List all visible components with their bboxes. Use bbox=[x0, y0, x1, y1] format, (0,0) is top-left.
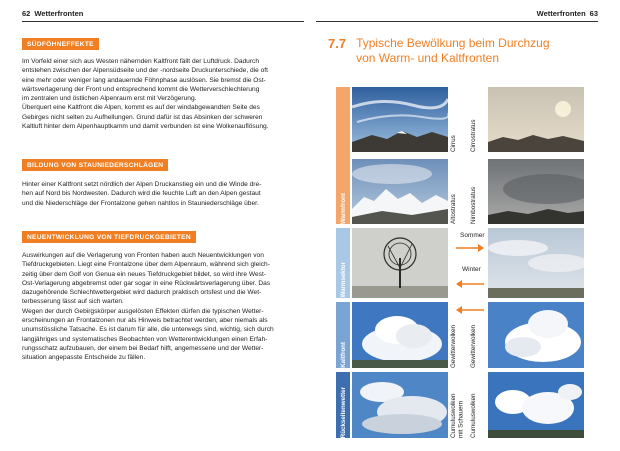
arrow-winter-icon bbox=[456, 280, 484, 288]
section-text-stau: Hinter einer Kaltfront setzt nördlich der Alpen Druckanstieg ein und die Winde dre- hen auf Nord bis Nordwesten. Dadurch wird die feuchte Luft an den Alpen gestaut und die Niederschläge der Frontalzone gehen nahtlos in Stauniederschläge über. bbox=[22, 181, 262, 207]
label-cumulus: Cumuluswolken bbox=[470, 393, 477, 438]
section-text-tiefdruck: Auswirkungen auf die Verlagerung von Fronten haben auch Neuentwicklungen von Tiefdruckgebieten. Liegt eine Frontalzone über dem Alpenraum, während sich gleich- zeitig über dem Golf von Genua ein neues Tiefdruckgebiet bildet, so wird ihre West- Ost-Verlagerung abgebremst oder gar sogar in eine Rückwärtsverlagerung über. Das dazugehörende Schlechtwettergebiet wird dadurch praktisch ortsfest und die Wet- terbesserung lässt auf sich warten. Wegen der durch Gebirgskörper ausgelösten Effekten dürfen die typischen Wetter- erscheinungen an Frontalzonen nur als Hinweis betrachtet werden, aber niemals als unumstössliche Tatsache. Es ist darum für alle, die unterwegs sind, wichtig, sich durch langjähriges und systematisches Beobachten von Wetterentwicklungen einen Erfah- rungsschatz aufzubauen, der einem bei Bedarf hilft, angemessene und der Wetter- situation angepasste Entscheide zu fällen. bbox=[22, 252, 274, 362]
running-title-left: Wetterfronten bbox=[34, 8, 84, 18]
label-gewitterwolken-links: Gewitterwolken bbox=[450, 324, 457, 368]
photo-cirrostratus bbox=[488, 87, 584, 152]
header-rule-right bbox=[316, 21, 598, 22]
chapter-heading bbox=[328, 36, 550, 66]
label-nimbostratus: Nimbostratus bbox=[470, 186, 477, 224]
band-warmfront bbox=[336, 87, 350, 224]
section-text-suedfoehn: Im Vorfeld einer sich aus Westen nähernden Kaltfront fällt der Luftdruck. Dadurch entstehen zwischen der Alpensüdseite und der -nordseite Druckunterschiede, die oft eine mehr oder weniger lang andauernde Föhnphase auslösen. Sie bremst die Ost- wärtsverlagerung der Front und entsprechend kommt die Wetterverschlechterung im zentralen und östlichen Alpenraum erst mit Verzögerung. Überquert eine Kaltfront die Alpen, kommt es auf der windabgewandten Seite des Gebirges nicht selten zu Aufhellungen. Grund dafür ist das Absinken der schweren Kaltluft hinter dem Alpenhauptkamm und damit verbunden ist eine Wolkenauflösung. bbox=[22, 58, 269, 131]
right-page bbox=[310, 0, 620, 451]
photo-gewitter-links bbox=[352, 302, 448, 368]
band-label-rueckseitenwetter: Rückseitenwetter bbox=[339, 386, 347, 438]
band-rueckseitenwetter bbox=[336, 372, 350, 438]
arrow-sommer-icon bbox=[456, 244, 484, 252]
section-heading-suedfoehn: SÜDFÖHNEFFEKTE bbox=[22, 38, 99, 50]
arrow-kaltfront-icon bbox=[456, 306, 484, 314]
label-winter: Winter bbox=[462, 266, 481, 273]
running-head-right bbox=[537, 6, 598, 20]
photo-warmsektor-himmel bbox=[488, 228, 584, 298]
chapter-title: Typische Bewölkung beim Durchzug von Warm- und Kaltfronten bbox=[356, 36, 550, 65]
section-heading-tiefdruck: NEUENTWICKLUNG VON TIEFDRUCKGEBIETEN bbox=[22, 231, 196, 243]
running-head-left bbox=[22, 6, 83, 20]
band-warmsektor bbox=[336, 228, 350, 298]
photo-cumulus-schauer bbox=[352, 372, 448, 438]
chapter-number: 7.7 bbox=[328, 36, 347, 51]
band-label-warmfront: Warmfront bbox=[339, 192, 347, 224]
photo-gewitter-rechts bbox=[488, 302, 584, 368]
label-gewitterwolken-rechts: Gewitterwolken bbox=[470, 324, 477, 368]
band-kaltfront bbox=[336, 302, 350, 368]
section-heading-stau: BILDUNG VON STAUNIEDERSCHLÄGEN bbox=[22, 159, 168, 171]
band-label-kaltfront: Kaltfront bbox=[339, 342, 347, 368]
label-sommer: Sommer bbox=[460, 232, 485, 239]
photo-warmsektor-baum bbox=[352, 228, 448, 298]
header-rule-left bbox=[22, 21, 304, 22]
page-number-right: 63 bbox=[589, 8, 598, 18]
photo-cumulus bbox=[488, 372, 584, 438]
label-cirrostratus: Cirrostratus bbox=[470, 119, 477, 152]
band-label-warmsektor: Warmsektor bbox=[339, 262, 347, 298]
label-cumulus-schauer: Cumuluswolken mit Schauern bbox=[450, 393, 465, 438]
page-number-left: 62 bbox=[22, 8, 31, 18]
label-altostratus: Altostratus bbox=[450, 194, 457, 224]
photo-altostratus bbox=[352, 159, 448, 224]
label-cirrus: Cirrus bbox=[450, 135, 457, 152]
photo-cirrus bbox=[352, 87, 448, 152]
photo-nimbostratus bbox=[488, 159, 584, 224]
running-title-right: Wetterfronten bbox=[536, 8, 586, 18]
